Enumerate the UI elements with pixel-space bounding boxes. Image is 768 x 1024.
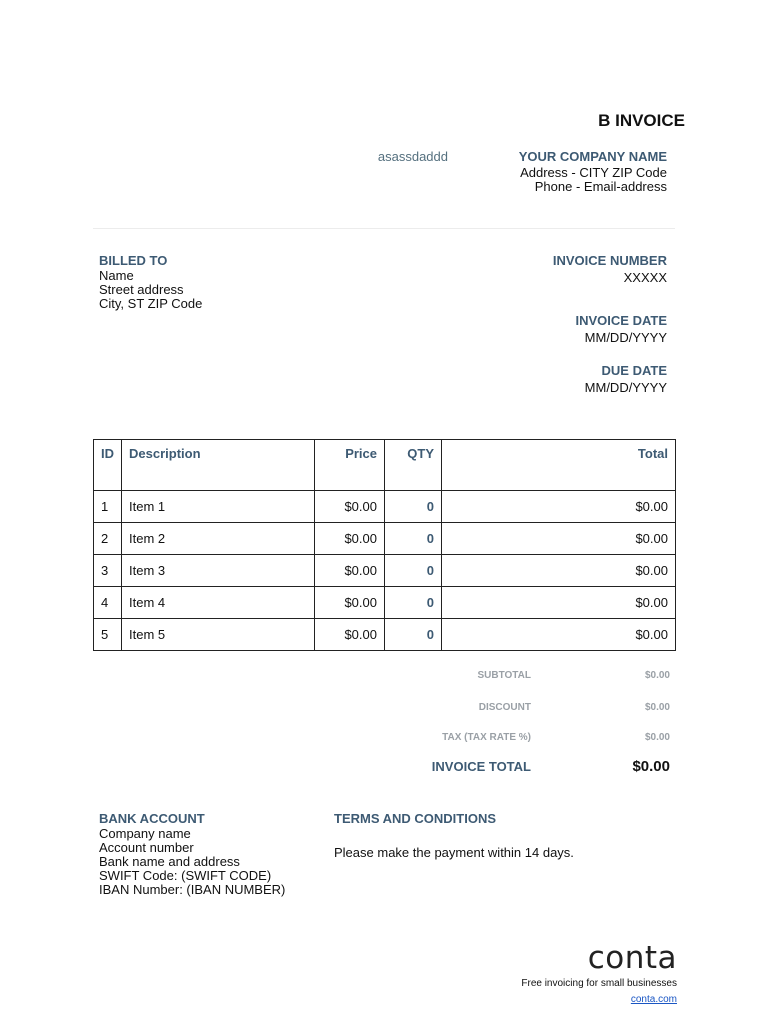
client-tag: asassdaddd [377, 149, 448, 164]
tax-label: TAX (TAX RATE %) [442, 732, 531, 743]
tax-value: $0.00 [644, 732, 670, 743]
conta-logo: conta [587, 940, 677, 976]
invoice-title: B INVOICE [598, 111, 685, 130]
bank-account-number: Account number [99, 840, 194, 855]
header-description: Description [122, 440, 315, 491]
row-price: $0.00 [315, 523, 385, 555]
row-description: Item 5 [122, 619, 315, 651]
header-total: Total [442, 440, 676, 491]
brand-tagline: Free invoicing for small businesses [521, 978, 677, 989]
row-id: 4 [94, 587, 122, 619]
invoice-date-value: MM/DD/YYYY [584, 330, 667, 345]
company-name: YOUR COMPANY NAME [518, 149, 667, 164]
header-divider [93, 228, 675, 229]
due-date-value: MM/DD/YYYY [584, 380, 667, 395]
row-qty: 0 [385, 587, 442, 619]
row-id: 5 [94, 619, 122, 651]
due-date-label: DUE DATE [601, 363, 667, 378]
table-row [94, 491, 676, 523]
row-description: Item 2 [122, 523, 315, 555]
row-description: Item 3 [122, 555, 315, 587]
company-block [470, 149, 667, 194]
row-price: $0.00 [315, 619, 385, 651]
table-row [94, 523, 676, 555]
subtotal-row [400, 670, 670, 702]
company-contact: Phone - Email-address [534, 179, 667, 194]
row-description: Item 1 [122, 491, 315, 523]
terms-block [334, 811, 664, 860]
discount-row [400, 702, 670, 732]
row-id: 3 [94, 555, 122, 587]
row-total: $0.00 [442, 587, 676, 619]
billed-to-label: BILLED TO [99, 253, 168, 268]
bank-iban-number: IBAN Number: (IBAN NUMBER) [99, 882, 286, 897]
invoice-total-value: $0.00 [632, 758, 670, 775]
discount-value: $0.00 [644, 702, 670, 713]
row-qty: 0 [385, 523, 442, 555]
header-id: ID [94, 440, 122, 491]
invoice-meta [470, 253, 667, 419]
terms-label: TERMS AND CONDITIONS [334, 811, 497, 826]
table-row [94, 555, 676, 587]
row-price: $0.00 [315, 555, 385, 587]
row-total: $0.00 [442, 619, 676, 651]
row-total: $0.00 [442, 491, 676, 523]
billed-to-city: City, ST ZIP Code [99, 296, 203, 311]
items-table [93, 439, 676, 651]
bank-account-block [99, 811, 329, 897]
billed-to-name: Name [99, 268, 134, 283]
row-id: 2 [94, 523, 122, 555]
row-qty: 0 [385, 555, 442, 587]
billed-to-block [99, 253, 349, 311]
header-qty: QTY [385, 440, 442, 491]
row-qty: 0 [385, 619, 442, 651]
row-total: $0.00 [442, 523, 676, 555]
bank-swift-code: SWIFT Code: (SWIFT CODE) [99, 868, 272, 883]
discount-label: DISCOUNT [478, 702, 531, 713]
subtotal-value: $0.00 [644, 670, 670, 681]
row-total: $0.00 [442, 555, 676, 587]
table-row [94, 619, 676, 651]
totals-block [400, 670, 670, 775]
row-price: $0.00 [315, 587, 385, 619]
header-price: Price [315, 440, 385, 491]
brand-footer [520, 940, 677, 1007]
invoice-date-label: INVOICE DATE [575, 313, 667, 328]
company-address: Address - CITY ZIP Code [520, 165, 667, 180]
billed-to-street: Street address [99, 282, 184, 297]
invoice-number-value: XXXXX [623, 270, 667, 285]
row-price: $0.00 [315, 491, 385, 523]
bank-name-address: Bank name and address [99, 854, 240, 869]
bank-company-name: Company name [99, 826, 191, 841]
bank-account-label: BANK ACCOUNT [99, 811, 205, 826]
invoice-total-label: INVOICE TOTAL [431, 759, 531, 774]
row-id: 1 [94, 491, 122, 523]
tax-row [400, 732, 670, 758]
table-row [94, 587, 676, 619]
invoice-number-label: INVOICE NUMBER [552, 253, 667, 268]
row-qty: 0 [385, 491, 442, 523]
table-header-row [94, 440, 676, 491]
terms-text: Please make the payment within 14 days. [334, 845, 574, 860]
row-description: Item 4 [122, 587, 315, 619]
subtotal-label: SUBTOTAL [477, 670, 531, 681]
brand-link[interactable]: conta.com [630, 994, 677, 1005]
invoice-total-row [400, 758, 670, 775]
